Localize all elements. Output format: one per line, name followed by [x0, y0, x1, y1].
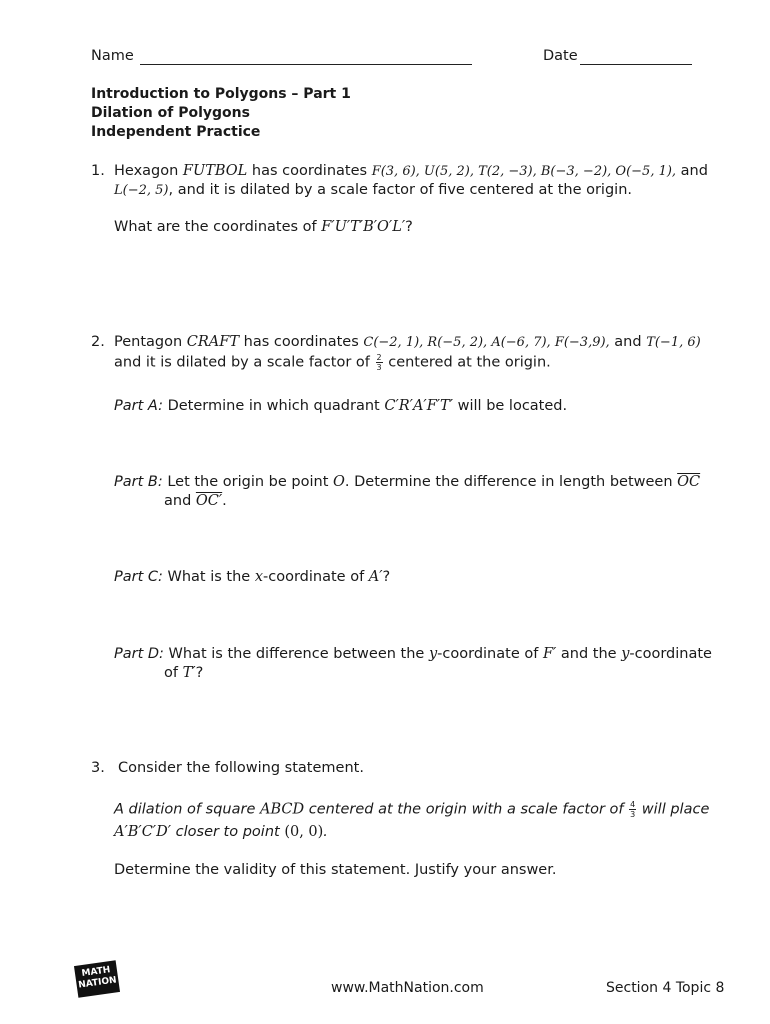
name-label: Name: [91, 48, 134, 64]
q1-number: 1.: [91, 163, 105, 179]
date-label: Date: [543, 48, 578, 64]
q1-line2: L(−2, 5), and it is dilated by a scale factor of five centered at the origin.: [114, 182, 632, 198]
q2-partD-line2: of T′?: [164, 665, 204, 681]
q2-partB-line1: Part B: Let the origin be point O. Determine the difference in length between $\overline{OC}$: [114, 474, 701, 490]
q3-number: 3.: [91, 760, 105, 776]
q3-intro: Consider the following statement.: [118, 760, 364, 776]
q2-partC: Part C: What is the x-coordinate of A′?: [114, 569, 391, 585]
q3-scale-fraction: $\frac{4}{3}$: [630, 800, 636, 819]
q2-line1: Pentagon CRAFT has coordinates C(−2, 1), R(−5, 2), A(−6, 7), F(−3,9), and T(−1, 6): [114, 334, 701, 350]
q1-question: What are the coordinates of F′U′T′B′O′L′?: [114, 219, 413, 235]
q2-partB-line2: and OC′.: [164, 493, 227, 509]
footer-website[interactable]: www.MathNation.com: [331, 980, 484, 996]
title-line2: Dilation of Polygons: [91, 105, 250, 121]
date-line: [580, 64, 692, 65]
title-line3: Independent Practice: [91, 124, 261, 140]
q3-statement-line1: A dilation of square ABCD centered at the origin with a scale factor of $\frac{4}{3}$ will place: [114, 800, 710, 819]
q1-line1: Hexagon FUTBOL has coordinates F(3, 6), U(5, 2), T(2, −3), B(−3, −2), O(−5, 1), and: [114, 163, 708, 179]
mathnation-logo: MATH NATION: [74, 960, 120, 998]
q2-number: 2.: [91, 334, 105, 350]
q2-line2: and it is dilated by a scale factor of $\frac{2}{3}$ centered at the origin.: [114, 353, 551, 372]
q2-partD-line1: Part D: What is the difference between the y-coordinate of F′ and the y-coordinate: [114, 646, 712, 662]
q3-statement-line2: A′B′C′D′ closer to point (0, 0).: [114, 824, 328, 840]
title-line1: Introduction to Polygons – Part 1: [91, 86, 351, 102]
q3-task: Determine the validity of this statement. Justify your answer.: [114, 862, 557, 878]
q2-scale-fraction: $\frac{2}{3}$: [376, 353, 382, 372]
name-line: [140, 64, 472, 65]
footer-section: Section 4 Topic 8: [606, 980, 725, 996]
q2-partA: Part A: Determine in which quadrant C′R′A′F′T′ will be located.: [114, 398, 568, 414]
